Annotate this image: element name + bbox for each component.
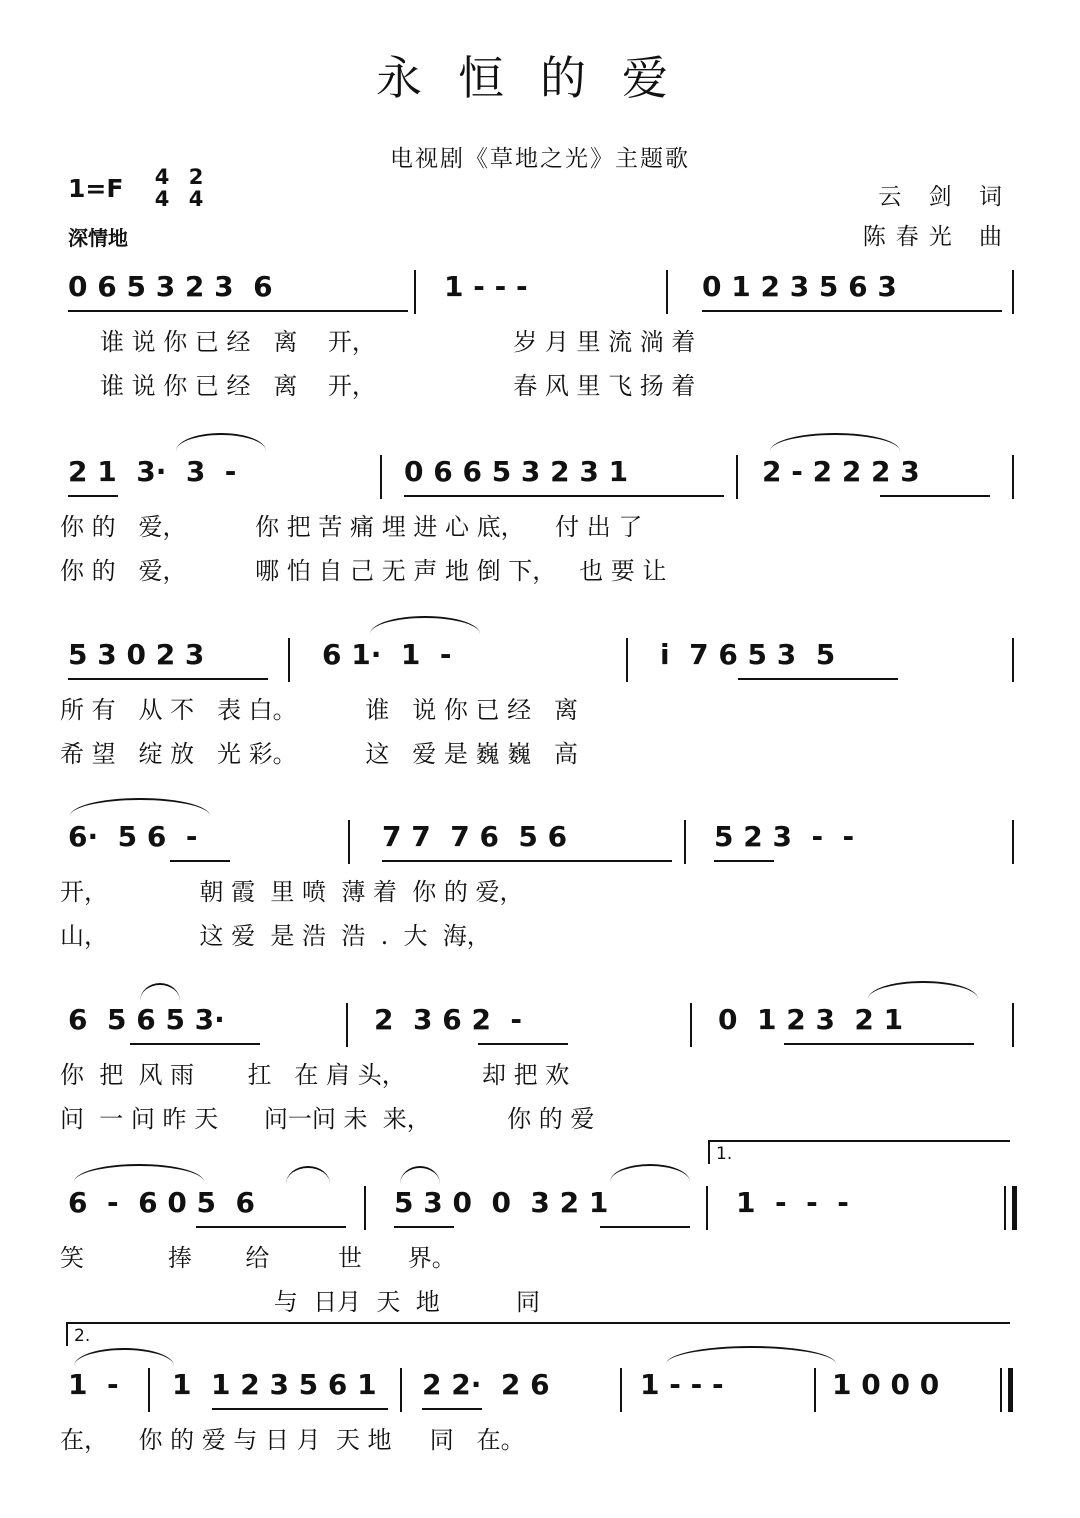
measure-notes: 1 0 0 0 [832,1368,940,1401]
underline-beam [212,1408,388,1410]
lyric-verse-2: 与 日月 天 地 同 [190,1288,540,1316]
meter-denominator: 4 [188,187,204,211]
underline-beam [68,310,408,312]
lyric-verse-1: 笑 捧 给 世 界。 [60,1244,456,1272]
barline [736,455,738,499]
composer-credit: 陈春光 曲 [862,224,1012,250]
slur [770,433,900,451]
score-system-6 [0,1144,1080,1336]
barline [620,1368,622,1412]
song-title: 永恒的爱 [376,51,704,105]
score-system-1 [0,270,1080,420]
measure-notes: i 7 6 5 3 5 [660,638,836,671]
lyric-verse-2: 你 的 爱， 哪 怕 自 己 无 声 地 倒 下， 也 要 让 [60,557,667,585]
barline [1012,638,1014,682]
barline [1012,455,1014,499]
lyric-verse-2: 山， 这 爱 是 浩 浩 . 大 海， [60,922,491,950]
lyric-verse-1: 你 把 风 雨 扛 在 肩 头， 却 把 欢 [60,1061,570,1089]
barline [1000,1368,1002,1412]
final-barline [1008,1368,1013,1412]
lyricist-credit: 云 剑 词 [878,184,1012,210]
lyric-verse-1: 在， 你 的 爱 与 日 月 天 地 同 在。 [60,1426,525,1454]
barline [684,820,686,864]
meter-denominator: 4 [154,187,170,211]
slur [610,1164,690,1182]
slur [286,1166,330,1184]
meter-numerator: 2 [188,165,204,189]
slur [140,983,180,1001]
slur [370,616,480,634]
measure-notes: 0 1 2 3 2 1 [718,1003,904,1036]
underline-beam [714,860,774,862]
barline [1004,1186,1006,1230]
underline-beam [130,1043,260,1045]
slur [74,1348,174,1366]
measure-notes: 5 2 3 - - [714,820,855,853]
score-system-2 [0,455,1080,605]
measure-notes: 1 - - - [640,1368,724,1401]
ending-bracket-2 [66,1322,1010,1346]
barline [1012,270,1014,314]
barline [666,270,668,314]
measure-notes: 2 - 2 2 2 3 [762,455,920,488]
measure-notes: 0 6 6 5 3 2 3 1 [404,455,629,488]
barline [400,1368,402,1412]
measure-notes: 1 - - - [736,1186,849,1219]
ending-bracket-1 [708,1140,1010,1164]
barline [364,1186,366,1230]
score-system-3 [0,638,1080,788]
barline [148,1368,150,1412]
underline-beam [68,678,268,680]
lyric-verse-1: 谁 说 你 已 经 离 开， 岁 月 里 流 淌 着 [100,328,696,356]
measure-notes: 5 3 0 0 3 2 1 [394,1186,609,1219]
barline [1012,820,1014,864]
underline-beam [738,678,898,680]
barline [690,1003,692,1047]
time-signature-4-4 [150,166,174,210]
score-system-4 [0,820,1080,970]
lyric-verse-2: 问 一 问 昨 天 问一问 未 来， 你 的 爱 [60,1105,595,1133]
barline [706,1186,708,1230]
barline [414,270,416,314]
measure-notes: 2 3 6 2 - [374,1003,523,1036]
barline [380,455,382,499]
measure-notes: 5 3 0 2 3 [68,638,205,671]
score-system-7 [0,1326,1080,1518]
underline-beam [422,1408,482,1410]
slur [400,1166,440,1184]
measure-notes: 0 1 2 3 5 6 3 [702,270,897,303]
measure-notes: 2 1 3· 3 - [68,455,237,488]
measure-notes: 1 - [68,1368,119,1401]
underline-beam [784,1043,974,1045]
lyric-verse-1: 开， 朝 霞 里 喷 薄 着 你 的 爱， [60,878,524,906]
barline [288,638,290,682]
underline-beam [880,495,990,497]
measure-notes: 6 5 6 5 3· [68,1003,225,1036]
measure-notes: 1 1 2 3 5 6 1 [172,1368,377,1401]
measure-notes: 6 - 6 0 5 6 [68,1186,256,1219]
slur [868,981,978,999]
meter-numerator: 4 [154,165,170,189]
ending-label-1: 1. [716,1144,733,1164]
measure-notes: 2 2· 2 6 [422,1368,550,1401]
measure-notes: 6· 5 6 - [68,820,198,853]
lyric-verse-2: 希 望 绽 放 光 彩。 这 爱 是 巍 巍 高 [60,740,578,768]
underline-beam [394,1226,454,1228]
barline [348,820,350,864]
barline [626,638,628,682]
barline [814,1368,816,1412]
song-subtitle: 电视剧《草地之光》主题歌 [390,146,690,172]
time-signature-2-4 [184,166,208,210]
measure-notes: 6 1· 1 - [322,638,452,671]
slur [176,433,266,451]
underline-beam [600,1226,690,1228]
underline-beam [404,495,724,497]
underline-beam [68,495,118,497]
measure-notes: 0 6 5 3 2 3 6 [68,270,273,303]
repeat-barline [1012,1186,1017,1230]
barline [1012,1003,1014,1047]
tempo-marking: 深情地 [68,226,128,250]
underline-beam [170,860,230,862]
slur [70,798,210,816]
underline-beam [702,310,1002,312]
measure-notes: 1 - - - [444,270,528,303]
lyric-verse-1: 你 的 爱， 你 把 苦 痛 埋 进 心 底， 付 出 了 [60,513,643,541]
barline [346,1003,348,1047]
slur [666,1346,836,1364]
lyric-verse-1: 所 有 从 不 表 白。 谁 说 你 已 经 离 [60,696,578,724]
lyric-verse-2: 谁 说 你 已 经 离 开， 春 风 里 飞 扬 着 [100,372,696,400]
measure-notes: 7 7 7 6 5 6 [382,820,568,853]
underline-beam [196,1226,346,1228]
score-system-5 [0,1003,1080,1153]
slur [74,1164,204,1182]
key-signature: 1=F [68,174,124,203]
underline-beam [478,1043,568,1045]
underline-beam [382,860,672,862]
ending-label-2: 2. [74,1326,91,1346]
